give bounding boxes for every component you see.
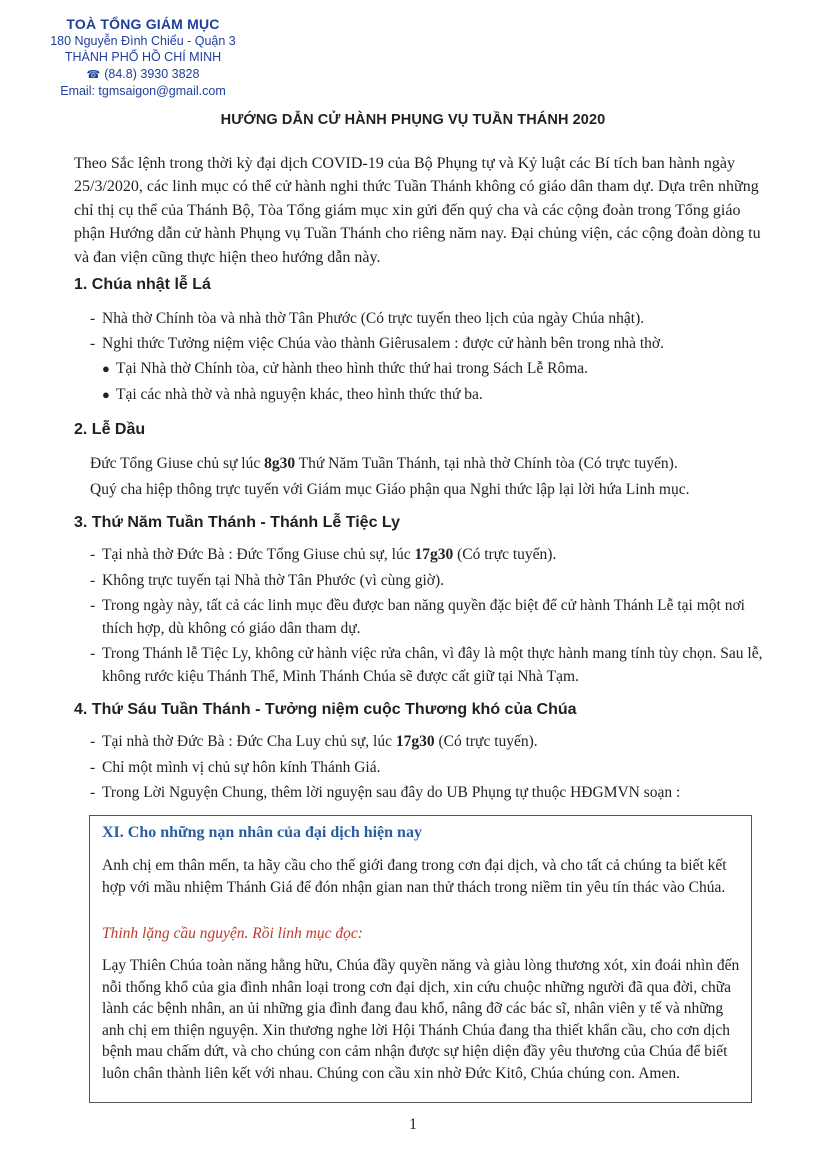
list-item: - Trong Lời Nguyện Chung, thêm lời nguyện sau đây do UB Phụng tự thuộc HĐGMVN soạn : (90, 784, 681, 801)
chrism-mass-line-2: Quý cha hiệp thông trực tuyến với Giám mục Giáo phận qua Nghi thức lập lại lời hứa Linh mục. (90, 481, 690, 498)
intro-paragraph: Theo Sắc lệnh trong thời kỳ đại dịch COVID-19 của Bộ Phụng tự và Kỷ luật các Bí tích ban hành ngày 25/3/2020, các linh mục có thể cử hành nghi thức Tuần Thánh không có giáo dân tham dự. Dựa trên những chỉ thị cụ thể của Thánh Bộ, Tòa Tổng giám mục xin gửi đến quý cha và các cộng đoàn trong Tổng giáo phận Hướng dẫn cử hành Phụng vụ Tuần Thánh cho riêng năm nay. Đại chủng viện, các cộng đoàn dòng tu và đan viện cũng thực hiện theo hướng dẫn này. (74, 155, 761, 266)
letterhead-address: 180 Nguyễn Đình Chiểu - Quận 3 (50, 33, 236, 48)
prayer-box (89, 815, 752, 1103)
document-title: HƯỚNG DẪN CỬ HÀNH PHỤNG VỤ TUẦN THÁNH 2020 (220, 112, 606, 128)
list-item: - Chỉ một mình vị chủ sự hôn kính Thánh Giá. (90, 759, 381, 776)
prayer-title: XI. Cho những nạn nhân của đại dịch hiện nay (102, 824, 422, 841)
section-heading-palm-sunday: 1. Chúa nhật lễ Lá (74, 276, 211, 293)
list-item: - Nhà thờ Chính tòa và nhà thờ Tân Phước (Có trực tuyến theo lịch của ngày Chúa nhật). (90, 310, 645, 327)
prayer-intro: Anh chị em thân mến, ta hãy cầu cho thế giới đang trong cơn đại dịch, và cho tất cả chúng ta biết kết hợp với mầu nhiệm Thánh Giá để đón nhận gian nan thử thách trong niềm tin yêu tín thác vào Chúa. (102, 857, 727, 896)
bullet-item: ● Tại các nhà thờ và nhà nguyện khác, theo hình thức thứ ba. (102, 386, 483, 403)
list-item: - Trong ngày này, tất cả các linh mục đều được ban năng quyền đặc biệt để cử hành Thánh Lễ tại một nơi thích hợp, dù không có giáo dân tham dự. (90, 597, 745, 638)
list-item: - Không trực tuyến tại Nhà thờ Tân Phước (vì cùng giờ). (90, 572, 444, 589)
phone-icon: ☎ (86, 68, 101, 81)
letterhead (18, 16, 268, 100)
list-item: - Tại nhà thờ Đức Bà : Đức Cha Luy chủ sự, lúc 17g30 (Có trực tuyến). (90, 733, 538, 750)
section-heading-good-friday: 4. Thứ Sáu Tuần Thánh - Tưởng niệm cuộc Thương khó của Chúa (74, 701, 577, 718)
section-heading-chrism-mass: 2. Lễ Dầu (74, 421, 146, 438)
letterhead-org: TOÀ TỔNG GIÁM MỤC (66, 16, 220, 32)
letterhead-email: Email: tgmsaigon@gmail.com (60, 84, 226, 98)
chrism-mass-line-1: Đức Tổng Giuse chủ sự lúc 8g30 Thứ Năm Tuần Thánh, tại nhà thờ Chính tòa (Có trực tuyến). (90, 455, 678, 472)
letterhead-phone-line (18, 66, 268, 84)
list-item: - Trong Thánh lễ Tiệc Ly, không cử hành việc rửa chân, vì đây là một thực hành mang tính tùy chọn. Sau lễ, không rước kiệu Thánh Thể, Mình Thánh Chúa sẽ được cất giữ tại Nhà Tạm. (90, 645, 763, 686)
letterhead-phone: (84.8) 3930 3828 (104, 66, 200, 81)
list-item: - Tại nhà thờ Đức Bà : Đức Tổng Giuse chủ sự, lúc 17g30 (Có trực tuyến). (90, 546, 557, 563)
page-number: 1 (409, 1116, 417, 1133)
prayer-instruction: Thinh lặng cầu nguyện. Rồi linh mục đọc: (102, 925, 363, 942)
prayer-body: Lạy Thiên Chúa toàn năng hằng hữu, Chúa đầy quyền năng và giàu lòng thương xót, xin đoái nhìn đến nỗi thống khổ của gia đình nhân loại trong cơn đại dịch, xin cứu chuộc những người đã qua đời, chữa lành các bệnh nhân, an ủi những gia đình đang đau khổ, nâng đỡ các bác sĩ, nhân viên y tế và những anh chị em thiện nguyện. Xin thương nghe lời Hội Thánh Chúa đang tha thiết khẩn cầu, cho cơn dịch bệnh mau chấm dứt, và cho chúng con cảm nhận được sự hiện diện đầy yêu thương của Chúa để biết luôn chân thành liên kết với nhau. Chúng con cầu xin nhờ Đức Kitô, Chúa chúng con. Amen. (102, 957, 740, 1082)
letterhead-city: THÀNH PHỐ HỒ CHÍ MINH (64, 50, 222, 64)
section-heading-holy-thursday: 3. Thứ Năm Tuần Thánh - Thánh Lễ Tiệc Ly (74, 514, 400, 531)
bullet-item: ● Tại Nhà thờ Chính tòa, cử hành theo hình thức thứ hai trong Sách Lễ Rôma. (102, 360, 589, 377)
list-item: - Nghi thức Tưởng niệm việc Chúa vào thành Giêrusalem : được cử hành bên trong nhà thờ. (90, 335, 664, 352)
